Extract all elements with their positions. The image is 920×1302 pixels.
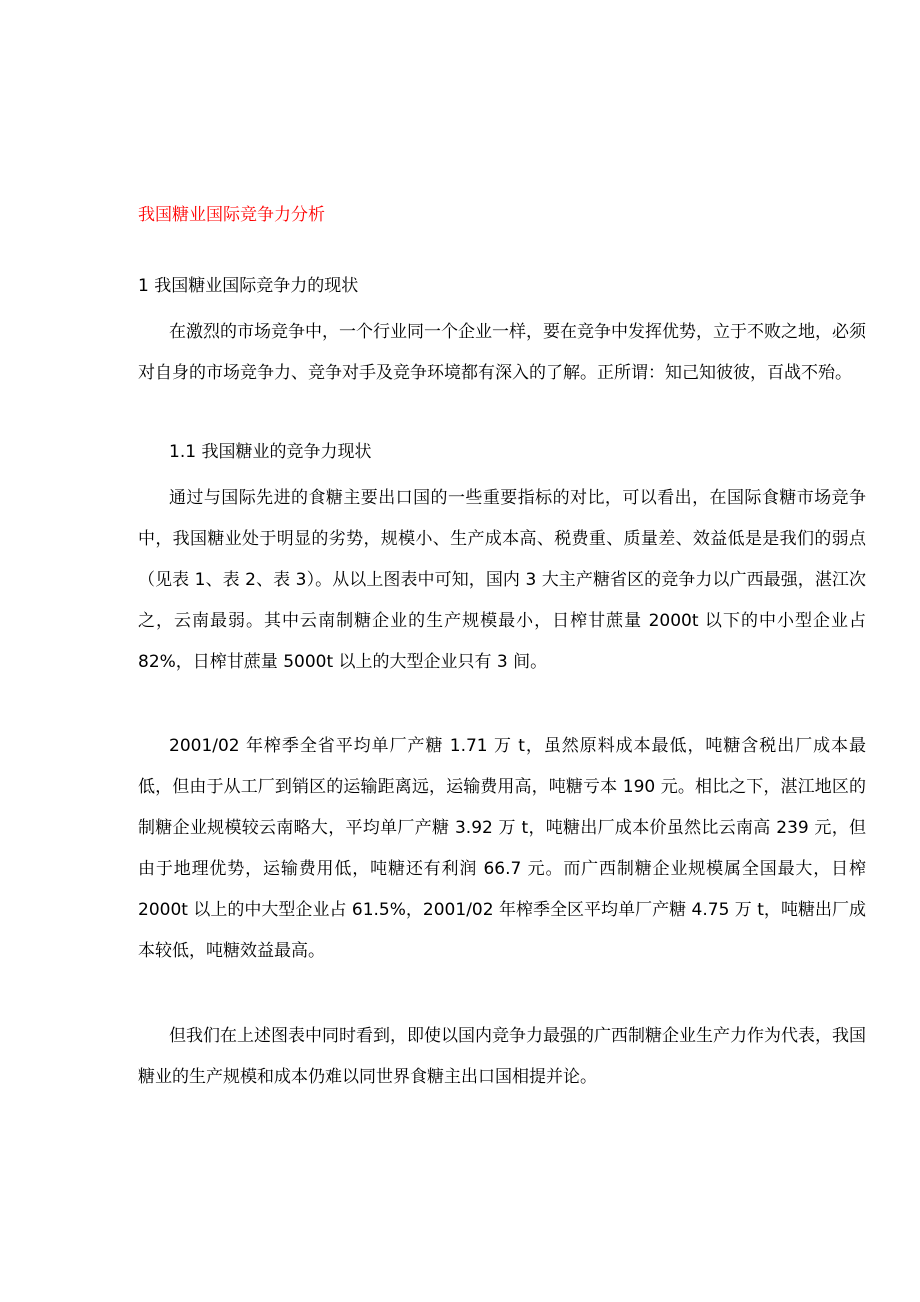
document-title: 我国糖业国际竞争力分析 — [138, 205, 325, 225]
section-1-1-heading: 1.1 我国糖业的竞争力现状 — [169, 442, 372, 462]
section-1-heading: 1 我国糖业国际竞争力的现状 — [138, 276, 359, 296]
paragraph-4: 但我们在上述图表中同时看到，即使以国内竞争力最强的广西制糖企业生产力作为代表，我国糖业的生产规模和成本仍难以同世界食糖主出口国相提并论。 — [138, 1026, 866, 1087]
paragraph-3: 2001/02 年榨季全省平均单厂产糖 1.71 万 t，虽然原料成本最低，吨糖含税出厂成本最低，但由于从工厂到销区的运输距离远，运输费用高，吨糖亏本 190 元。相比之下，湛江地区的制糖企业规模较云南略大，平均单厂产糖 3.92 万 t，吨糖出厂成本价虽然比云南高 239 元，但由于地理优势，运输费用低，吨糖还有利润 66.7 元。而广西制糖企业规模属全国最大，日榨 2000t 以上的中大型企业占 61.5%，2001/02 年榨季全区平均单厂产糖 4.75 万 t，吨糖出厂成本较低，吨糖效益最高。 — [138, 736, 866, 961]
paragraph-1: 在激烈的市场竞争中，一个行业同一个企业一样，要在竞争中发挥优势，立于不败之地，必须对自身的市场竞争力、竞争对手及竞争环境都有深入的了解。正所谓：知己知彼彼，百战不殆。 — [138, 322, 866, 383]
paragraph-2: 通过与国际先进的食糖主要出口国的一些重要指标的对比，可以看出，在国际食糖市场竞争中，我国糖业处于明显的劣势，规模小、生产成本高、税费重、质量差、效益低是是我们的弱点（见表 1、表 2、表 3）。从以上图表中可知，国内 3 大主产糖省区的竞争力以广西最强，湛江次之，云南最弱。其中云南制糖企业的生产规模最小，日榨甘蔗量 2000t 以下的中小型企业占 82%，日榨甘蔗量 5000t 以上的大型企业只有 3 间。 — [138, 488, 866, 672]
